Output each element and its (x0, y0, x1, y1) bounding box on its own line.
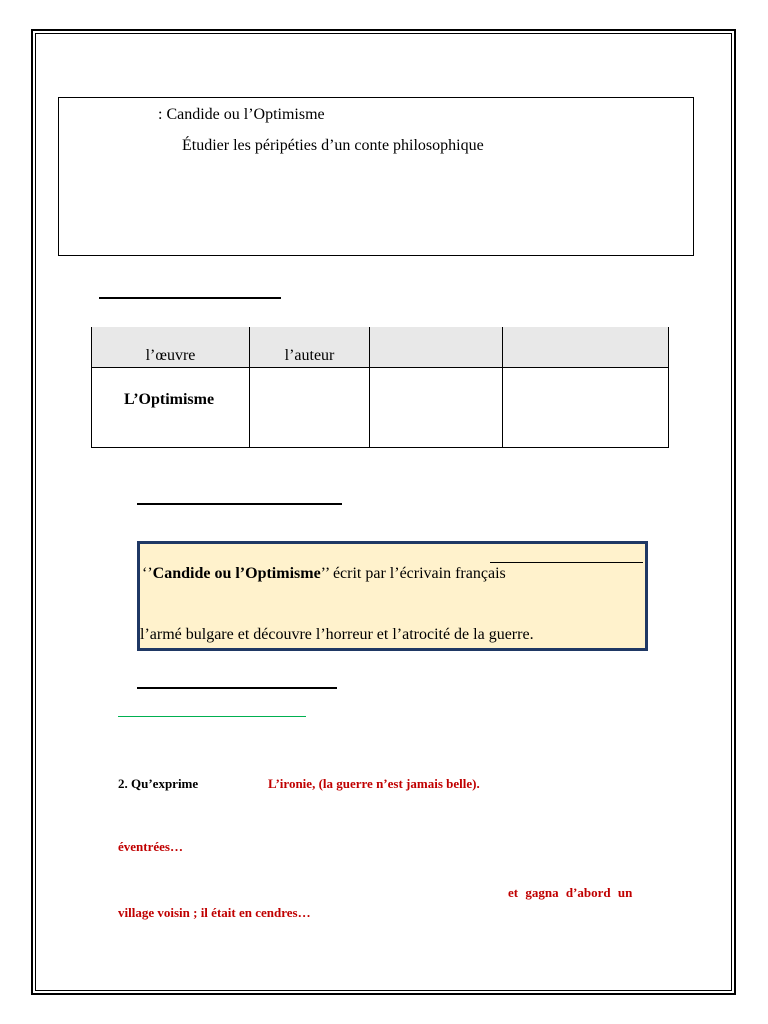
summary-book-title: Candide ou l’Optimisme (152, 565, 321, 582)
table-header-cell (370, 327, 503, 368)
answer-gagna: et gagna d’abord un (508, 885, 633, 900)
question-2-label: 2. Qu’exprime (118, 776, 199, 791)
section-rule-1 (99, 297, 281, 299)
table-cell (92, 368, 250, 448)
section-rule-2 (137, 503, 342, 505)
answer-village: village voisin ; il était en cendres… (118, 905, 311, 920)
summary-open-quote: ‘’ (142, 565, 153, 582)
green-rule (118, 716, 306, 717)
summary-fill-blank (490, 562, 643, 563)
info-table (91, 327, 669, 448)
table-cell (503, 368, 669, 448)
header-objective: Étudier les péripéties d’un conte philosophique (182, 137, 484, 154)
work-title: L’Optimisme (124, 391, 215, 408)
table-cell (250, 368, 370, 448)
section-rule-3 (137, 687, 337, 689)
table-header-cell (503, 327, 669, 368)
header-box (58, 97, 694, 256)
question-2-answer: L’ironie, (la guerre n’est jamais belle). (268, 776, 480, 791)
table-header-cell: l’œuvre (92, 327, 250, 368)
summary-line-1 (142, 565, 506, 583)
table-cell (370, 368, 503, 448)
table-header-cell: l’auteur (250, 327, 370, 368)
summary-line-2: l’armé bulgare et découvre l’horreur et l’atrocité de la guerre. (140, 626, 534, 643)
table-header-row (92, 327, 669, 368)
header-title: : Candide ou l’Optimisme (158, 106, 325, 123)
answer-eventrees: éventrées… (118, 839, 183, 854)
summary-line-1-text: ’’ écrit par l’écrivain français (320, 565, 506, 582)
table-row (92, 368, 669, 448)
